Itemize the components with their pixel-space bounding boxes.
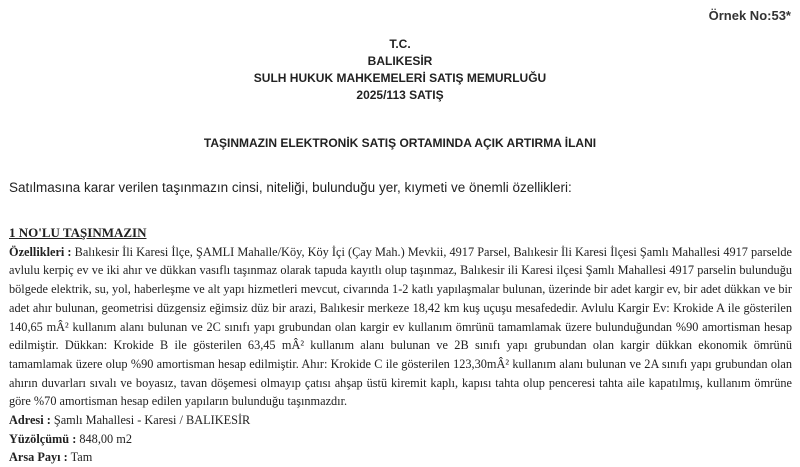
property-title: 1 NO'LU TAŞINMAZIN (9, 225, 147, 240)
announcement-title: TAŞINMAZIN ELEKTRONİK SATIŞ ORTAMINDA AÇIK ARTIRMA İLANI (203, 136, 597, 150)
features-text: Balıkesir İli Karesi İlçe, ŞAMLI Mahalle/Köy, Köy İçi (Çay Mah.) Mevkii, 4917 Parsel, Balıkesir İli Karesi İlçesi Şamlı Mahallesi 4917 parselde avlulu kerpiç ev ve iki ahır ve dükkan vasıflı taşınmaz olarak tapuda kayıtlı olup taşınmaz, Balıkesir ili Karesi ilçesi Şamlı Mahallesi 4917 parselin bulunduğu bölgede elektrik, su, yol, haberleşme ve alt yapı hizmetleri mevcut, civarında 1-2 katlı yapılaşmalar bulunan, üzerinde bir adet kargir ev, bir adet dükkan ve bir adet ahır bulunan, geometrisi düzgensiz eğimsiz düz bir arazi, Balıkesir merkeze 18,42 km kuş uçuşu mesafededir. Avlulu Kargir Ev: Krokide A ile gösterilen 140,65 mÂ² kullanım alanı bulunan ve 2C sınıfı yapı grubundan olan kargir ev kullanım ömrünü tamamlamak üzere bulunduğundan %90 amortisman hesap edilmiştir. Dükkan: Krokide B ile gösterilen 63,45 mÂ² kullanım alanı bulunan ve 2B sınıfı yapı grubundan olan kargir dükkan ekonomik ömrünü tamamlamak üzere olup %90 amortisman hesap edilmiştir. Ahır: Krokide C ile gösterilen 123,30mÂ² kullanım alanı bulunan ve 2A sınıfı yapı grubundan olan ahırın duvarları sıvalı ve boyasız, tavan döşemesi olmayıp çatısı ahşap üstü kiremit kaplı, kapısı tahta olup penceresi tahta aile kapatılmış, kullanım ömrüne göre %70 amortisman hesap edilen yapıların bulunduğu taşınmazdır. (9, 244, 792, 409)
property-area (9, 430, 792, 449)
address-label: Adresi : (9, 413, 51, 428)
header-tc: T.C. (389, 37, 411, 51)
document-header (0, 36, 800, 104)
property-features (9, 243, 792, 411)
header-office: SULH HUKUK MAHKEMELERİ SATIŞ MEMURLUĞU (253, 71, 547, 85)
property-address (9, 411, 792, 430)
area-value: 848,00 m2 (76, 431, 132, 446)
features-label: Özellikleri : (9, 244, 72, 259)
sample-number: Örnek No:53* (708, 8, 791, 23)
announcement-intro: Satılmasına karar verilen taşınmazın cinsi, niteliği, bulunduğu yer, kıymeti ve önemli özellikleri: (9, 180, 572, 195)
property-land-share (9, 448, 792, 467)
area-label: Yüzölçümü : (9, 431, 77, 446)
property-section (9, 224, 792, 467)
share-label: Arsa Payı : (9, 450, 68, 465)
header-city: BALIKESİR (367, 54, 433, 68)
address-value: Şamlı Mahallesi - Karesi / BALIKESİR (50, 413, 251, 428)
header-case-number: 2025/113 SATIŞ (356, 88, 444, 102)
share-value: Tam (67, 450, 93, 465)
